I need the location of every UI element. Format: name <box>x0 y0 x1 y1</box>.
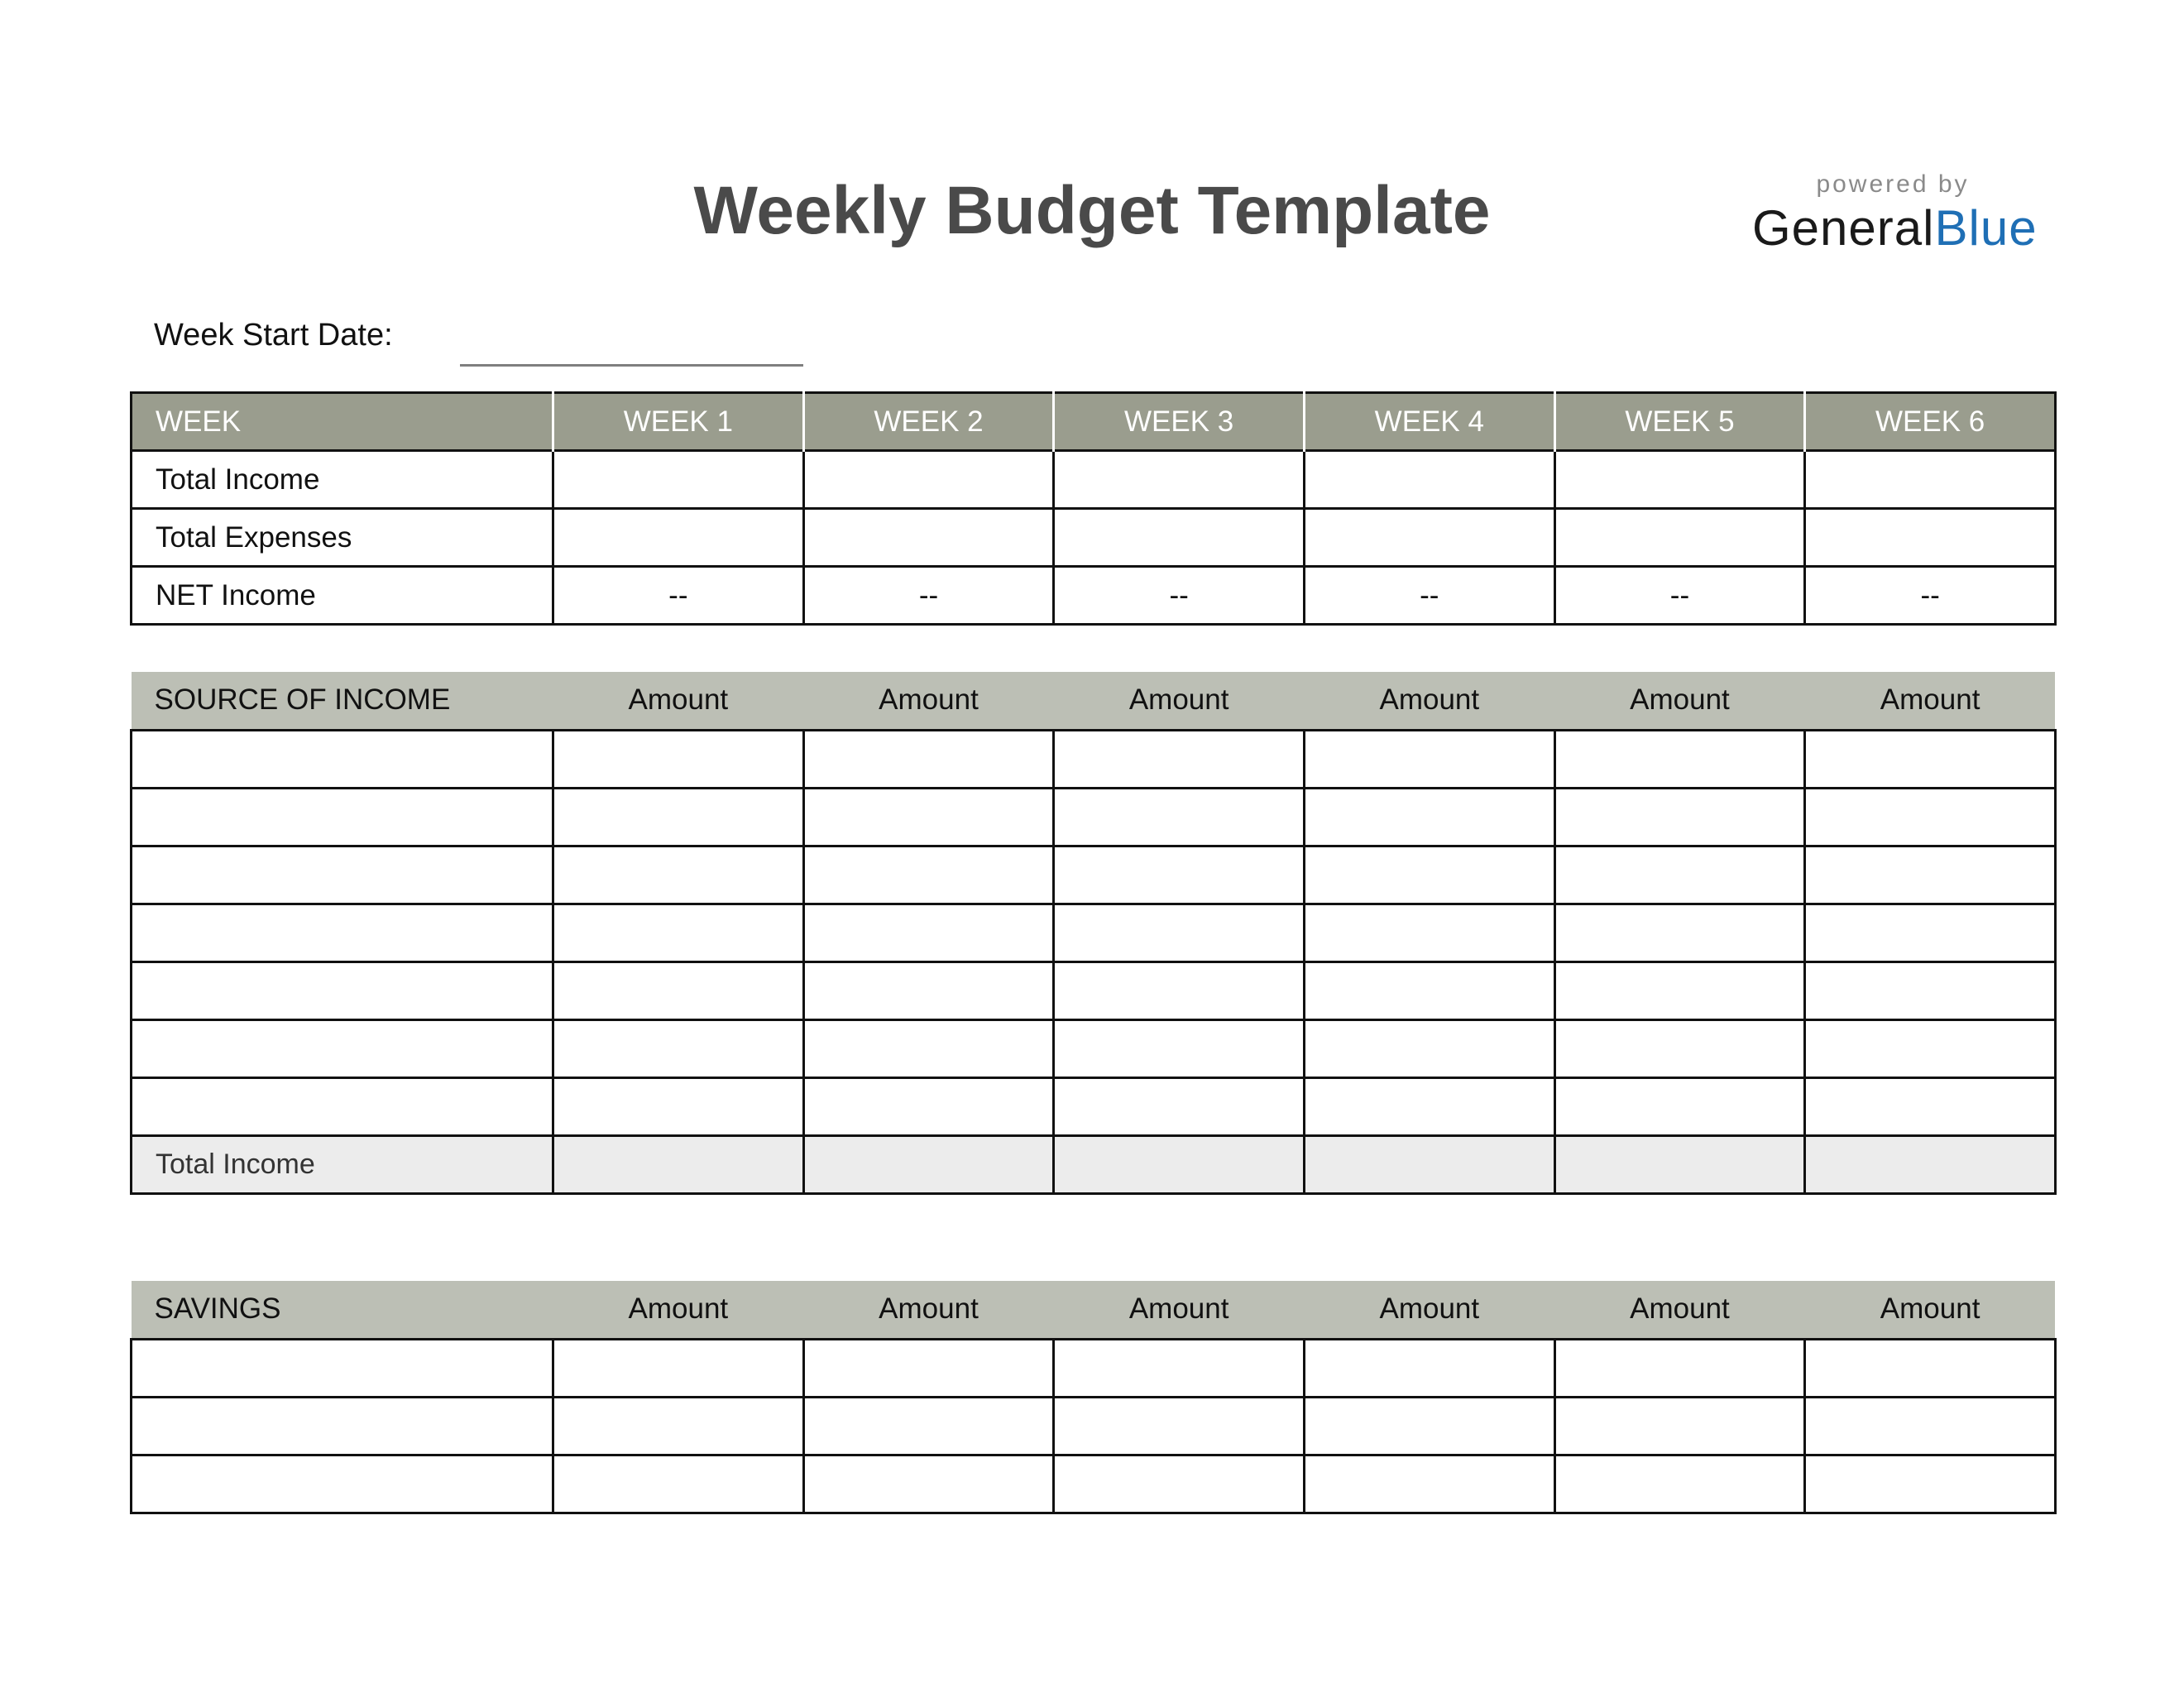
summary-cell[interactable] <box>1054 451 1305 509</box>
summary-cell[interactable] <box>1054 509 1305 567</box>
income-total-cell <box>803 1135 1054 1193</box>
savings-amount-cell[interactable] <box>1304 1339 1554 1397</box>
income-amount-cell[interactable] <box>803 1019 1054 1077</box>
summary-cell[interactable] <box>1554 509 1805 567</box>
summary-header-week: WEEK <box>132 393 553 451</box>
savings-amount-cell[interactable] <box>1554 1339 1805 1397</box>
summary-row-net-income <box>132 567 2056 625</box>
income-source-cell[interactable] <box>132 1019 553 1077</box>
income-total-label: Total Income <box>132 1135 553 1193</box>
income-amount-cell[interactable] <box>553 961 804 1019</box>
brand-name-general: General <box>1752 200 1935 256</box>
savings-amount-cell[interactable] <box>1054 1455 1305 1513</box>
income-amount-cell[interactable] <box>1805 846 2056 904</box>
summary-row-label: Total Income <box>132 451 553 509</box>
income-amount-cell[interactable] <box>1304 788 1554 846</box>
summary-row-label: NET Income <box>132 567 553 625</box>
income-total-cell <box>553 1135 804 1193</box>
income-source-cell[interactable] <box>132 730 553 788</box>
savings-amount-cell[interactable] <box>803 1339 1054 1397</box>
income-amount-cell[interactable] <box>1805 904 2056 961</box>
summary-cell[interactable]: -- <box>1054 567 1305 625</box>
summary-header-week-6: WEEK 6 <box>1805 393 2056 451</box>
income-table <box>130 672 2057 1195</box>
page-title: Weekly Budget Template <box>693 173 1491 248</box>
income-amount-cell[interactable] <box>1805 1019 2056 1077</box>
income-amount-cell[interactable] <box>1554 788 1805 846</box>
savings-amount-cell[interactable] <box>803 1397 1054 1455</box>
income-amount-cell[interactable] <box>1304 961 1554 1019</box>
income-amount-cell[interactable] <box>1304 846 1554 904</box>
week-start-label: Week Start Date: <box>154 318 393 352</box>
summary-cell[interactable] <box>1304 451 1554 509</box>
savings-amount-cell[interactable] <box>1554 1397 1805 1455</box>
savings-header-row <box>132 1281 2056 1339</box>
savings-amount-cell[interactable] <box>1054 1397 1305 1455</box>
savings-amount-cell[interactable] <box>1805 1455 2056 1513</box>
summary-cell[interactable] <box>1554 451 1805 509</box>
income-header-source: SOURCE OF INCOME <box>132 672 553 730</box>
income-total-cell <box>1054 1135 1305 1193</box>
brand-powered-by: powered by <box>1816 170 1970 198</box>
income-amount-cell[interactable] <box>553 1077 804 1135</box>
income-amount-cell[interactable] <box>1054 1019 1305 1077</box>
income-row <box>132 788 2056 846</box>
income-row <box>132 961 2056 1019</box>
income-amount-cell[interactable] <box>1054 904 1305 961</box>
income-amount-cell[interactable] <box>803 904 1054 961</box>
summary-cell[interactable]: -- <box>1554 567 1805 625</box>
savings-header-amount: Amount <box>1054 1281 1305 1339</box>
weekly-summary-table <box>130 391 2057 626</box>
income-source-cell[interactable] <box>132 904 553 961</box>
savings-amount-cell[interactable] <box>1805 1397 2056 1455</box>
summary-cell[interactable] <box>1805 451 2056 509</box>
income-total-cell <box>1554 1135 1805 1193</box>
income-amount-cell[interactable] <box>803 846 1054 904</box>
savings-amount-cell[interactable] <box>553 1455 804 1513</box>
income-header-amount: Amount <box>803 672 1054 730</box>
income-header-amount: Amount <box>1554 672 1805 730</box>
income-total-cell <box>1805 1135 2056 1193</box>
income-header-amount: Amount <box>553 672 804 730</box>
savings-header-amount: Amount <box>1805 1281 2056 1339</box>
income-amount-cell[interactable] <box>1805 730 2056 788</box>
savings-row <box>132 1397 2056 1455</box>
income-source-cell[interactable] <box>132 788 553 846</box>
summary-header-week-4: WEEK 4 <box>1304 393 1554 451</box>
income-amount-cell[interactable] <box>1805 961 2056 1019</box>
income-amount-cell[interactable] <box>553 788 804 846</box>
brand-name <box>1752 199 2038 257</box>
savings-amount-cell[interactable] <box>553 1397 804 1455</box>
savings-header-label: SAVINGS <box>132 1281 553 1339</box>
savings-row <box>132 1455 2056 1513</box>
savings-amount-cell[interactable] <box>1304 1455 1554 1513</box>
summary-header-week-3: WEEK 3 <box>1054 393 1305 451</box>
savings-amount-cell[interactable] <box>1054 1339 1305 1397</box>
summary-header-week-2: WEEK 2 <box>803 393 1054 451</box>
income-row <box>132 1019 2056 1077</box>
income-row <box>132 730 2056 788</box>
income-header-amount: Amount <box>1805 672 2056 730</box>
savings-source-cell[interactable] <box>132 1397 553 1455</box>
savings-header-amount: Amount <box>1554 1281 1805 1339</box>
income-amount-cell[interactable] <box>553 730 804 788</box>
summary-cell[interactable] <box>1304 509 1554 567</box>
income-header-amount: Amount <box>1054 672 1305 730</box>
savings-amount-cell[interactable] <box>553 1339 804 1397</box>
week-start-row <box>154 313 832 371</box>
income-amount-cell[interactable] <box>1554 730 1805 788</box>
income-amount-cell[interactable] <box>1554 1019 1805 1077</box>
savings-header-amount: Amount <box>553 1281 804 1339</box>
summary-row-total-expenses <box>132 509 2056 567</box>
brand-name-blue: Blue <box>1934 200 2038 256</box>
income-amount-cell[interactable] <box>1554 961 1805 1019</box>
income-amount-cell[interactable] <box>803 730 1054 788</box>
summary-row-label: Total Expenses <box>132 509 553 567</box>
savings-row <box>132 1339 2056 1397</box>
income-amount-cell[interactable] <box>1554 904 1805 961</box>
income-amount-cell[interactable] <box>1054 730 1305 788</box>
summary-cell[interactable] <box>553 451 804 509</box>
income-amount-cell[interactable] <box>553 846 804 904</box>
income-source-cell[interactable] <box>132 961 553 1019</box>
summary-header-week-1: WEEK 1 <box>553 393 804 451</box>
income-row <box>132 904 2056 961</box>
summary-cell[interactable]: -- <box>553 567 804 625</box>
summary-header-week-5: WEEK 5 <box>1554 393 1805 451</box>
income-amount-cell[interactable] <box>1304 1077 1554 1135</box>
income-amount-cell[interactable] <box>803 788 1054 846</box>
income-header-amount: Amount <box>1304 672 1554 730</box>
income-amount-cell[interactable] <box>1554 1077 1805 1135</box>
income-amount-cell[interactable] <box>803 961 1054 1019</box>
income-header-row <box>132 672 2056 730</box>
savings-table <box>130 1281 2057 1514</box>
income-amount-cell[interactable] <box>1805 788 2056 846</box>
summary-cell[interactable]: -- <box>803 567 1054 625</box>
income-amount-cell[interactable] <box>553 1019 804 1077</box>
savings-amount-cell[interactable] <box>1554 1455 1805 1513</box>
savings-source-cell[interactable] <box>132 1455 553 1513</box>
summary-cell[interactable] <box>803 509 1054 567</box>
income-source-cell[interactable] <box>132 1077 553 1135</box>
income-amount-cell[interactable] <box>1054 961 1305 1019</box>
week-start-date-field[interactable] <box>460 364 803 367</box>
summary-cell[interactable] <box>1805 509 2056 567</box>
savings-source-cell[interactable] <box>132 1339 553 1397</box>
summary-cell[interactable] <box>803 451 1054 509</box>
income-amount-cell[interactable] <box>1304 730 1554 788</box>
income-amount-cell[interactable] <box>1554 846 1805 904</box>
income-amount-cell[interactable] <box>1805 1077 2056 1135</box>
summary-cell[interactable]: -- <box>1805 567 2056 625</box>
income-row <box>132 846 2056 904</box>
income-amount-cell[interactable] <box>1054 846 1305 904</box>
brand-logo <box>1752 170 2038 257</box>
savings-header-amount: Amount <box>1304 1281 1554 1339</box>
summary-cell[interactable]: -- <box>1304 567 1554 625</box>
savings-amount-cell[interactable] <box>1304 1397 1554 1455</box>
income-amount-cell[interactable] <box>1054 1077 1305 1135</box>
income-total-cell <box>1304 1135 1554 1193</box>
income-amount-cell[interactable] <box>1304 1019 1554 1077</box>
income-amount-cell[interactable] <box>553 904 804 961</box>
summary-row-total-income <box>132 451 2056 509</box>
income-row <box>132 1077 2056 1135</box>
summary-header-row <box>132 393 2056 451</box>
income-amount-cell[interactable] <box>803 1077 1054 1135</box>
summary-cell[interactable] <box>553 509 804 567</box>
savings-amount-cell[interactable] <box>803 1455 1054 1513</box>
income-amount-cell[interactable] <box>1054 788 1305 846</box>
income-amount-cell[interactable] <box>1304 904 1554 961</box>
savings-header-amount: Amount <box>803 1281 1054 1339</box>
income-source-cell[interactable] <box>132 846 553 904</box>
income-total-row <box>132 1135 2056 1193</box>
savings-amount-cell[interactable] <box>1805 1339 2056 1397</box>
